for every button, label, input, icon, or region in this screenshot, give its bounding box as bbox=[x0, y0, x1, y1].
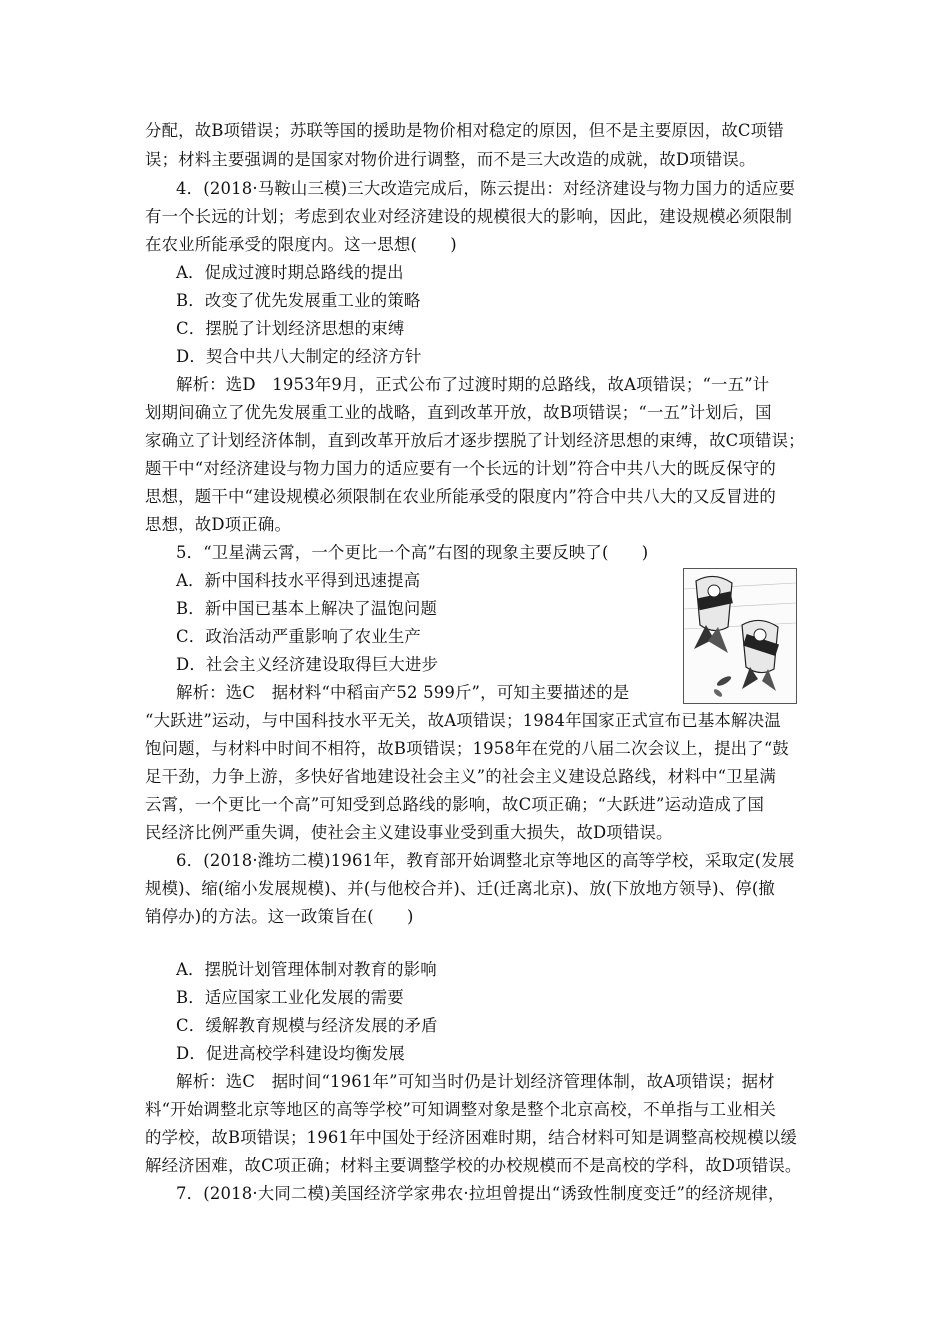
text-line: 家确立了计划经济体制，直到改革开放后才逐步摆脱了计划经济思想的束缚，故C项错误； bbox=[145, 431, 805, 450]
text-line: 误；材料主要强调的是国家对物价进行调整，而不是三大改造的成就，故D项错误。 bbox=[145, 150, 756, 169]
text-line: 云霄，一个更比一个高”可知受到总路线的影响，故C项正确；“大跃进”运动造成了国 bbox=[145, 795, 765, 814]
text-line: 解经济困难，故C项正确；材料主要调整学校的办校规模而不是高校的学科，故D项错误。 bbox=[145, 1156, 802, 1175]
text-line: 分配，故B项错误；苏联等国的援助是物价相对稳定的原因，但不是主要原因，故C项错 bbox=[145, 121, 784, 140]
text-line: 在农业所能承受的限度内。这一思想( ) bbox=[145, 235, 457, 254]
text-line: 思想，故D项正确。 bbox=[145, 515, 292, 534]
question-4-stem: 4．(2018·马鞍山三模)三大改造完成后，陈云提出：对经济建设与物力国力的适应要 bbox=[176, 179, 796, 198]
option-c: C．政治活动严重影响了农业生产 bbox=[176, 627, 422, 646]
question-7-stem: 7．(2018·大同二模)美国经济学家弗农·拉坦曾提出“诱致性制度变迁”的经济规律， bbox=[176, 1184, 785, 1203]
option-d: D．社会主义经济建设取得巨大进步 bbox=[176, 655, 439, 674]
option-c: C．缓解教育规模与经济发展的矛盾 bbox=[176, 1016, 438, 1035]
text-line: 销停办)的方法。这一政策旨在( ) bbox=[145, 907, 414, 926]
text-line: 思想，题干中“建设规模必须限制在农业所能承受的限度内”符合中共八大的又反冒进的 bbox=[145, 487, 777, 506]
option-c: C．摆脱了计划经济思想的束缚 bbox=[176, 319, 405, 338]
question-5-stem: 5．“卫星满云霄，一个更比一个高”右图的现象主要反映了( ) bbox=[176, 543, 649, 562]
option-a: A．摆脱计划管理体制对教育的影响 bbox=[176, 960, 437, 979]
text-line: 饱问题，与材料中时间不相符，故B项错误；1958年在党的八届二次会议上，提出了“鼓 bbox=[145, 739, 790, 758]
option-a: A．新中国科技水平得到迅速提高 bbox=[176, 571, 421, 590]
text-line: 有一个长远的计划；考虑到农业对经济建设的规模很大的影响，因此，建设规模必须限制 bbox=[145, 207, 793, 226]
text-line: 料“开始调整北京等地区的高等学校”可知调整对象是整个北京高校，不单指与工业相关 bbox=[145, 1100, 777, 1119]
cartoon-drawing bbox=[684, 569, 796, 703]
text-line: 足干劲，力争上游，多快好省地建设社会主义”的社会主义建设总路线，材料中“卫星满 bbox=[145, 767, 777, 786]
option-b: B．适应国家工业化发展的需要 bbox=[176, 988, 404, 1007]
text-line: “大跃进”运动，与中国科技水平无关，故A项错误；1984年国家正式宣布已基本解决温 bbox=[145, 711, 781, 730]
text-line: 题干中“对经济建设与物力国力的适应要有一个长远的计划”符合中共八大的既反保守的 bbox=[145, 459, 777, 478]
option-d: D．促进高校学科建设均衡发展 bbox=[176, 1044, 406, 1063]
satellite-cartoon-image bbox=[683, 568, 797, 704]
text-line: 民经济比例严重失调，使社会主义建设事业受到重大损失，故D项错误。 bbox=[145, 823, 673, 842]
text-line: 划期间确立了优先发展重工业的战略，直到改革开放，故B项错误；“一五”计划后，国 bbox=[145, 403, 772, 422]
analysis-4: 解析：选D 1953年9月，正式公布了过渡时期的总路线，故A项错误；“一五”计 bbox=[176, 375, 770, 394]
analysis-5: 解析：选C 据材料“中稻亩产52 599斤”，可知主要描述的是 bbox=[176, 683, 630, 702]
option-d: D．契合中共八大制定的经济方针 bbox=[176, 347, 422, 366]
option-a: A．促成过渡时期总路线的提出 bbox=[176, 263, 404, 282]
text-line: 规模)、缩(缩小发展规模)、并(与他校合并)、迁(迁离北京)、放(下放地方领导)、停(撤 bbox=[145, 879, 776, 898]
question-6-stem: 6．(2018·潍坊二模)1961年，教育部开始调整北京等地区的高等学校，采取定(发展 bbox=[176, 851, 795, 870]
option-b: B．改变了优先发展重工业的策略 bbox=[176, 291, 421, 310]
analysis-6: 解析：选C 据时间“1961年”可知当时仍是计划经济管理体制，故A项错误；据材 bbox=[176, 1072, 775, 1091]
option-b: B．新中国已基本上解决了温饱问题 bbox=[176, 599, 438, 618]
text-line: 的学校，故B项错误；1961年中国处于经济困难时期，结合材料可知是调整高校规模以缓 bbox=[145, 1128, 798, 1147]
